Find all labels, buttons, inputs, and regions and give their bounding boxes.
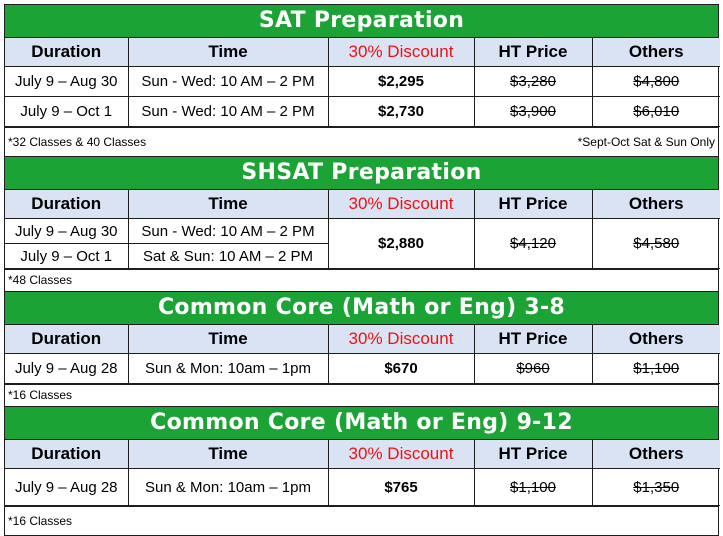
ht-price-header: HT Price [474, 38, 592, 67]
ht-price: $3,900 [474, 97, 592, 127]
table-row [5, 219, 720, 244]
duration-header: Duration [5, 190, 128, 219]
discount-header: 30% Discount [328, 190, 474, 219]
time-cell: Sun - Wed: 10 AM – 2 PM [128, 67, 328, 97]
table-row [5, 67, 720, 97]
time-cell: Sun & Mon: 10am – 1pm [128, 469, 328, 506]
section-note [5, 384, 718, 406]
section-title: Common Core (Math or Eng) 3-8 [5, 292, 718, 325]
time-header: Time [128, 325, 328, 354]
discount-price: $670 [328, 354, 474, 384]
ht-price: $1,100 [474, 469, 592, 506]
common-core-3-8-table [5, 325, 720, 384]
note-left: *48 Classes [8, 273, 73, 287]
common-core-9-12-section [4, 406, 719, 536]
note-right: *Sept-Oct Sat & Sun Only [577, 135, 715, 149]
duration-cell: July 9 – Aug 30 [5, 67, 128, 97]
ht-price-header: HT Price [474, 190, 592, 219]
sat-section [4, 4, 719, 156]
section-title: SAT Preparation [5, 5, 718, 38]
others-header: Others [592, 325, 720, 354]
sat-table [5, 38, 720, 127]
time-cell: Sun - Wed: 10 AM – 2 PM [128, 97, 328, 127]
note-left: *16 Classes [8, 388, 73, 402]
time-cell: Sun - Wed: 10 AM – 2 PM [128, 219, 328, 244]
others-price: $6,010 [592, 97, 720, 127]
header-row [5, 38, 720, 67]
duration-header: Duration [5, 38, 128, 67]
ht-price-header: HT Price [474, 325, 592, 354]
time-header: Time [128, 190, 328, 219]
ht-price: $4,120 [474, 219, 592, 269]
duration-header: Duration [5, 440, 128, 469]
time-header: Time [128, 38, 328, 67]
duration-cell: July 9 – Aug 30 [5, 219, 128, 244]
common-core-9-12-table [5, 440, 720, 506]
others-price: $4,800 [592, 67, 720, 97]
duration-cell: July 9 – Aug 28 [5, 469, 128, 506]
time-cell: Sat & Sun: 10 AM – 2 PM [128, 244, 328, 269]
section-note [5, 127, 718, 156]
duration-header: Duration [5, 325, 128, 354]
shsat-table [5, 190, 720, 269]
ht-price: $960 [474, 354, 592, 384]
duration-cell: July 9 – Oct 1 [5, 244, 128, 269]
duration-cell: July 9 – Oct 1 [5, 97, 128, 127]
others-header: Others [592, 440, 720, 469]
section-note [5, 506, 718, 535]
table-row [5, 354, 720, 384]
header-row [5, 190, 720, 219]
header-row [5, 325, 720, 354]
ht-price-header: HT Price [474, 440, 592, 469]
section-title: Common Core (Math or Eng) 9-12 [5, 407, 718, 440]
others-price: $4,580 [592, 219, 720, 269]
time-cell: Sun & Mon: 10am – 1pm [128, 354, 328, 384]
discount-price: $2,880 [328, 219, 474, 269]
ht-price: $3,280 [474, 67, 592, 97]
discount-price: $2,295 [328, 67, 474, 97]
discount-price: $765 [328, 469, 474, 506]
discount-header: 30% Discount [328, 440, 474, 469]
others-header: Others [592, 190, 720, 219]
table-row [5, 97, 720, 127]
note-left: *16 Classes [8, 514, 73, 528]
duration-cell: July 9 – Aug 28 [5, 354, 128, 384]
others-header: Others [592, 38, 720, 67]
note-left: *32 Classes & 40 Classes [8, 135, 147, 149]
shsat-section [4, 156, 719, 291]
others-price: $1,350 [592, 469, 720, 506]
discount-price: $2,730 [328, 97, 474, 127]
common-core-3-8-section [4, 291, 719, 406]
header-row [5, 440, 720, 469]
discount-header: 30% Discount [328, 325, 474, 354]
section-title: SHSAT Preparation [5, 157, 718, 190]
time-header: Time [128, 440, 328, 469]
discount-header: 30% Discount [328, 38, 474, 67]
section-note [5, 269, 718, 291]
others-price: $1,100 [592, 354, 720, 384]
table-row [5, 469, 720, 506]
pricing-table [4, 4, 719, 536]
